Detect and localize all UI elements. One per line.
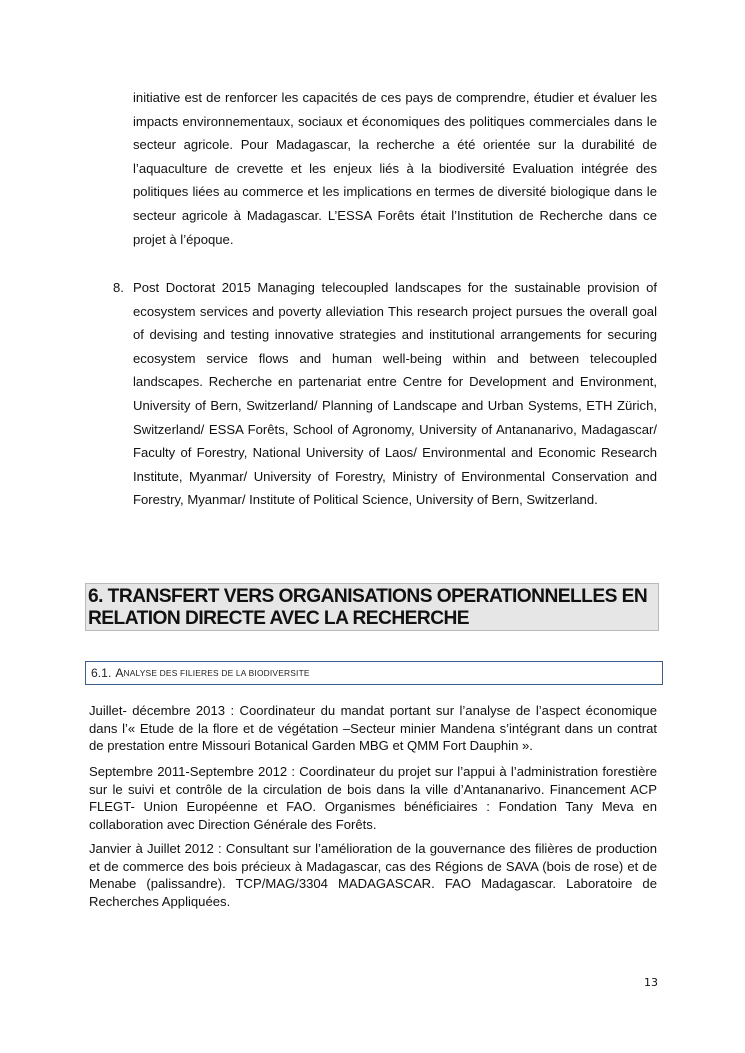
list-item-text: Post Doctorat 2015 Managing telecoupled landscapes for the sustainable provision of ecosystem services and poverty alleviation This research project pursues the overall goal of devising and testing innovative strategies and institutional arrangements for securing ecosystem service flows and human well-being within and between telecoupled landscapes. Recherche en partenariat entre Centre for Development and Environment, University of Bern, Switzerland/ Planning of Landscape and Urban Systems, ETH Zürich, Switzerland/ ESSA Forêts, School of Agronomy, University of Antananarivo, Madagascar/ Faculty of Forestry, National University of Laos/ Environmental and Economic Research Institute, Myanmar/ University of Forestry, Ministry of Environmental Conservation and Forestry, Myanmar/ Institute of Political Science, University of Bern, Switzerland. <box>133 280 657 508</box>
section-heading-box <box>85 583 659 631</box>
paragraph-janvier-2012: Janvier à Juillet 2012 : Consultant sur l’amélioration de la gouvernance des filières de production et de commerce des bois précieux à Madagascar, cas des Régions de SAVA (bois de rose) et de Menabe (palissandre). TCP/MAG/3304 MADAGASCAR. FAO Madagascar. Laboratoire de Recherches Appliquées. <box>89 841 657 909</box>
subsection-initial: A <box>115 666 124 680</box>
page-number: 13 <box>644 976 658 989</box>
subsection-title-rest: DES FILIERES DE LA BIODIVERSITE <box>159 668 310 678</box>
list-number: 8. <box>113 280 124 295</box>
subsection-number: 6.1. <box>91 666 112 680</box>
paragraph-juillet-2013: Juillet- décembre 2013 : Coordinateur du mandat portant sur l’analyse de l’aspect économique dans l’« Etude de la flore et de végétation –Secteur minier Mandena s’intégrant dans un contrat de prestation entre Missouri Botanical Garden MBG et QMM Fort Dauphin ». <box>89 703 657 754</box>
continuation-paragraph: initiative est de renforcer les capacités de ces pays de comprendre, étudier et évaluer les impacts environnementaux, sociaux et économiques des politiques commerciales dans le secteur agricole. Pour Madagascar, la recherche a été orientée sur la durabilité de l’aquaculture de crevette et les enjeux liés à la biodiversité Evaluation intégrée des politiques liées au commerce et les implications en termes de diversité biologique dans le secteur agricole à Madagascar. L’ESSA Forêts était l’Institution de Recherche dans ce projet à l’époque. <box>133 90 657 247</box>
paragraph-septembre-2011: Septembre 2011-Septembre 2012 : Coordinateur du projet sur l’appui à l’administration forestière sur le suivi et contrôle de la circulation de bois dans la ville d’Antananarivo. Financement ACP FLEGT- Union Européenne et FAO. Organismes bénéficiaires : Fondation Tany Meva en collaboration avec Direction Générale des Forêts. <box>89 764 657 832</box>
subsection-first-word-rest: NALYSE <box>123 668 158 678</box>
subsection-heading-box <box>85 661 663 685</box>
section-heading: 6. TRANSFERT VERS ORGANISATIONS OPERATIONNELLES EN RELATION DIRECTE AVEC LA RECHERCHE <box>88 586 648 629</box>
